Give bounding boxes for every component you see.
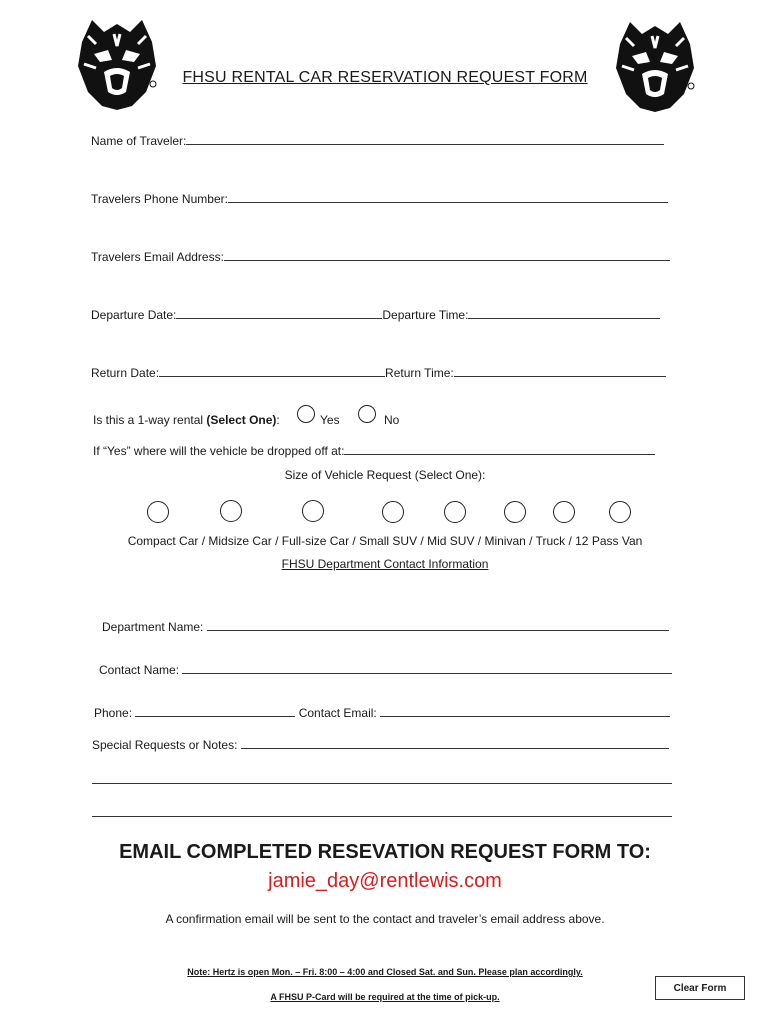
- return-date-label: Return Date:: [91, 366, 160, 380]
- traveler-phone-row: [91, 192, 668, 206]
- dept-name-field[interactable]: [207, 620, 669, 631]
- one-way-select-hint: (Select One): [206, 413, 277, 427]
- departure-row: [91, 308, 660, 322]
- return-date-field[interactable]: [159, 366, 385, 377]
- pass-van-radio[interactable]: [609, 501, 631, 523]
- one-way-question: [93, 413, 280, 427]
- contact-name-label: Contact Name:: [99, 663, 183, 677]
- contact-email-label: Contact Email:: [298, 706, 381, 720]
- one-way-question-text: Is this a 1-way rental: [93, 413, 207, 427]
- traveler-email-row: [91, 250, 670, 264]
- vehicle-options-text: Compact Car / Midsize Car / Full-size Car / Small SUV / Mid SUV / Minivan / Truck / 12 Pass Van: [127, 534, 643, 548]
- form-title: FHSU RENTAL CAR RESERVATION REQUEST FORM: [182, 69, 588, 86]
- dept-name-label: Department Name:: [102, 620, 207, 634]
- traveler-name-label: Name of Traveler:: [91, 134, 187, 148]
- no-label: No: [384, 413, 400, 427]
- tiger-head-logo-icon: [74, 14, 160, 110]
- yes-label: Yes: [320, 413, 340, 427]
- compact-car-radio[interactable]: [147, 501, 169, 523]
- notes-line-1-row: [92, 773, 672, 787]
- submission-email: jamie_day@rentlewis.com: [268, 870, 502, 892]
- tiger-head-logo-icon: [612, 16, 698, 112]
- midsize-car-radio[interactable]: [220, 500, 242, 522]
- dept-section-title: FHSU Department Contact Information: [281, 557, 489, 571]
- contact-email-field[interactable]: [380, 706, 670, 717]
- no-radio[interactable]: [358, 405, 376, 423]
- departure-time-field[interactable]: [468, 308, 660, 319]
- departure-time-label: Departure Time:: [382, 308, 469, 322]
- one-way-colon: :: [276, 413, 280, 427]
- phone-row: [94, 706, 670, 720]
- return-time-label: Return Time:: [385, 366, 454, 380]
- phone-field[interactable]: [135, 706, 295, 717]
- phone-label: Phone:: [94, 706, 136, 720]
- return-time-field[interactable]: [454, 366, 666, 377]
- clear-form-button[interactable]: Clear Form: [655, 976, 745, 1000]
- contact-name-row: [99, 663, 672, 677]
- notes-line-2[interactable]: [92, 806, 672, 817]
- special-requests-row: [92, 738, 669, 752]
- traveler-email-label: Travelers Email Address:: [91, 250, 224, 264]
- special-requests-field[interactable]: [241, 738, 669, 749]
- departure-date-field[interactable]: [176, 308, 382, 319]
- notes-line-2-row: [92, 806, 672, 820]
- traveler-name-field[interactable]: [186, 134, 664, 145]
- vehicle-size-label: Size of Vehicle Request (Select One):: [284, 468, 486, 482]
- mid-suv-radio[interactable]: [444, 501, 466, 523]
- traveler-name-row: [91, 134, 664, 148]
- pcard-note: A FHSU P-Card will be required at the time of pick-up.: [270, 992, 500, 1002]
- traveler-phone-label: Travelers Phone Number:: [91, 192, 228, 206]
- hours-note: Note: Hertz is open Mon. – Fri. 8:00 – 4:00 and Closed Sat. and Sun. Please plan accordingly.: [187, 967, 583, 977]
- dropoff-row: [93, 444, 655, 458]
- departure-date-label: Departure Date:: [91, 308, 177, 322]
- traveler-email-field[interactable]: [224, 250, 670, 261]
- special-requests-label: Special Requests or Notes:: [92, 738, 241, 752]
- dropoff-field[interactable]: [344, 444, 655, 455]
- traveler-phone-field[interactable]: [228, 192, 668, 203]
- dept-name-row: [102, 620, 669, 634]
- minivan-radio[interactable]: [504, 501, 526, 523]
- notes-line-1[interactable]: [92, 773, 672, 784]
- return-row: [91, 366, 666, 380]
- contact-name-field[interactable]: [182, 663, 672, 674]
- fullsize-car-radio[interactable]: [302, 500, 324, 522]
- truck-radio[interactable]: [553, 501, 575, 523]
- confirmation-text: A confirmation email will be sent to the contact and traveler’s email address above.: [165, 912, 605, 926]
- dropoff-label: If “Yes” where will the vehicle be dropped off at:: [93, 444, 345, 458]
- email-heading: EMAIL COMPLETED RESEVATION REQUEST FORM TO:: [119, 841, 651, 863]
- yes-radio[interactable]: [297, 405, 315, 423]
- small-suv-radio[interactable]: [382, 501, 404, 523]
